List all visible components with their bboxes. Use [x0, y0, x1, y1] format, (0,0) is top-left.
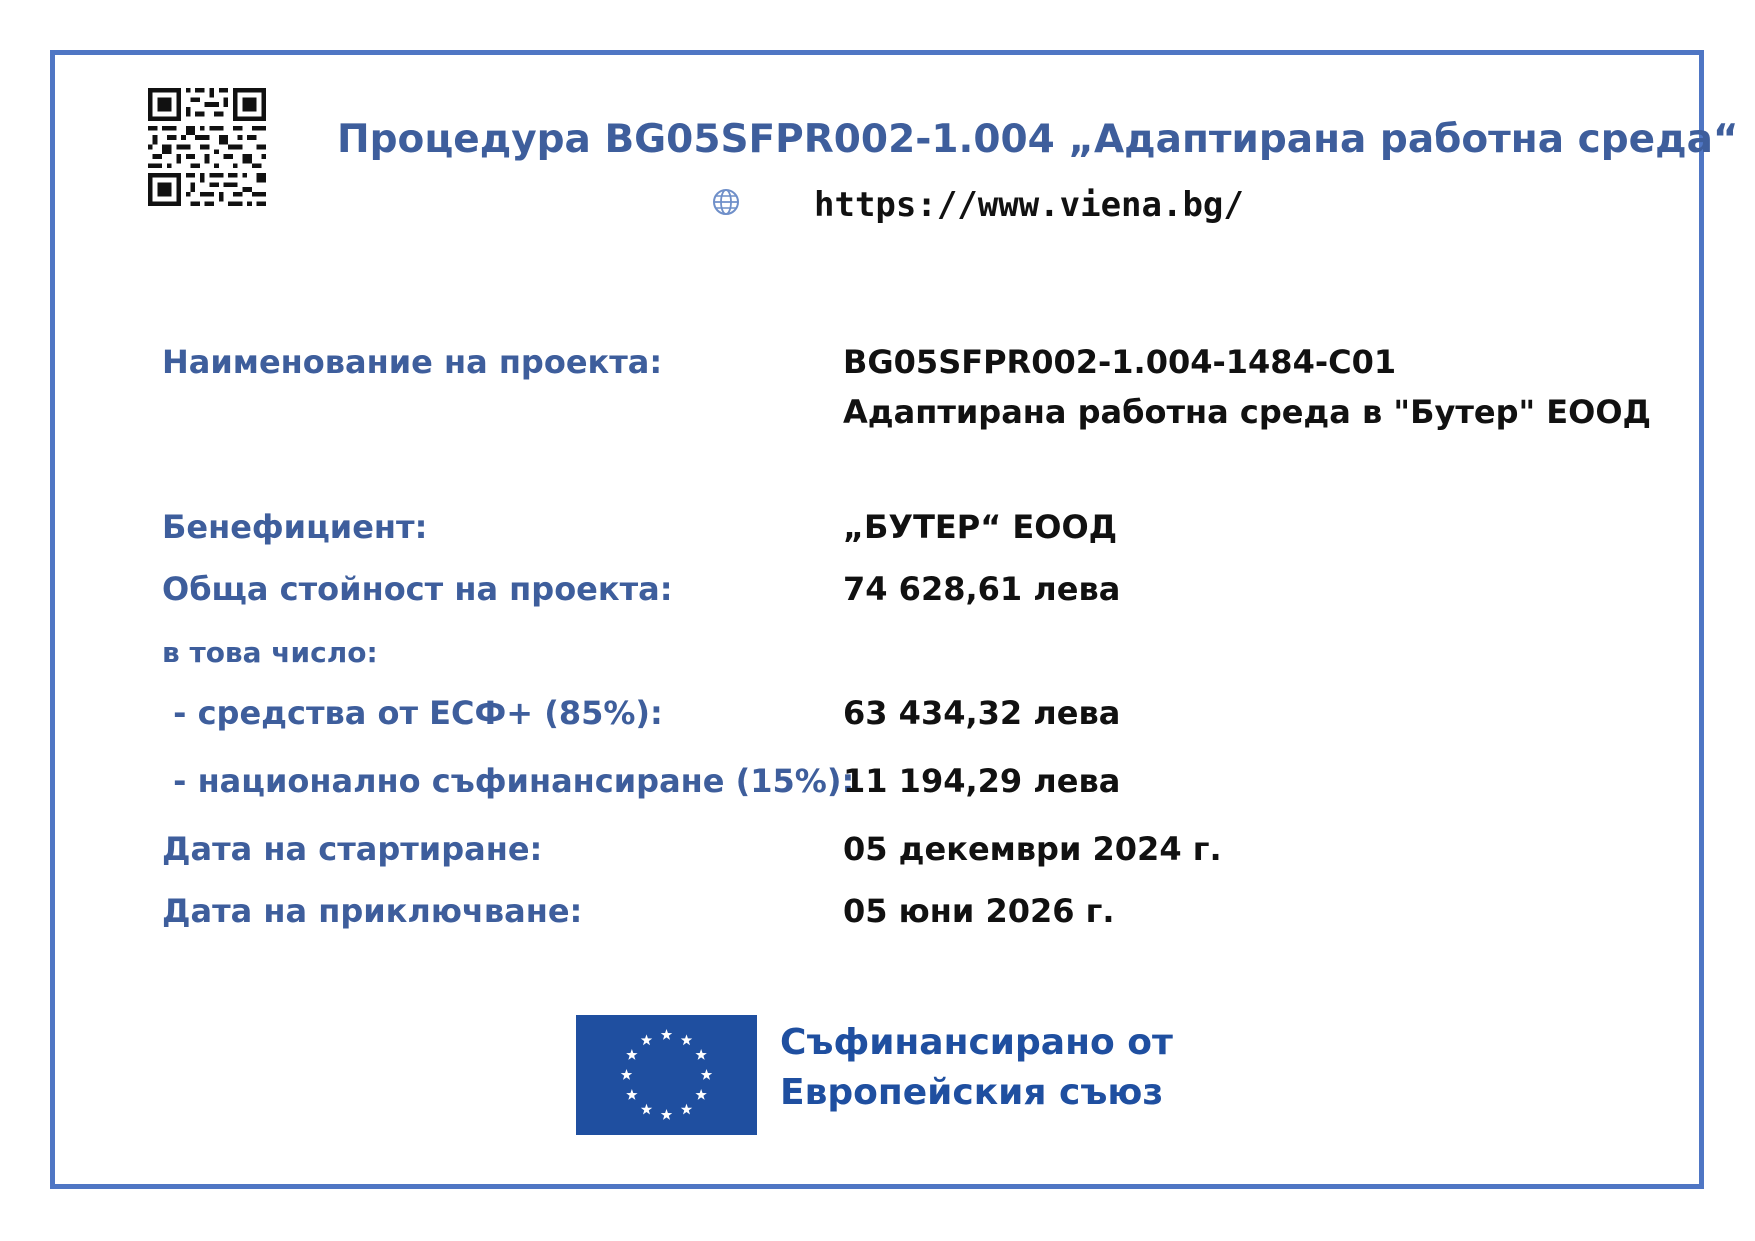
start-date-label: Дата на стартиране: — [162, 830, 543, 868]
eu-flag-icon — [576, 1015, 757, 1135]
eu-cofinanced-line1: Съфинансирано от — [780, 1022, 1173, 1063]
project-title: Адаптирана работна среда в "Бутер" ЕООД — [843, 393, 1652, 431]
end-date-label: Дата на приключване: — [162, 892, 583, 930]
total-value: 74 628,61 лева — [843, 570, 1121, 608]
national-label: - национално съфинансиране (15%): — [162, 762, 855, 800]
esf-value: 63 434,32 лева — [843, 694, 1121, 732]
project-name-label: Наименование на проекта: — [162, 343, 663, 381]
including-label: в това число: — [162, 636, 378, 669]
website-url[interactable]: https://www.viena.bg/ — [814, 185, 1244, 225]
procedure-title: Процедура BG05SFPR002-1.004 „Адаптирана работна среда“ — [337, 117, 1739, 162]
esf-label: - средства от ЕСФ+ (85%): — [162, 694, 663, 732]
total-value-label: Обща стойност на проекта: — [162, 570, 673, 608]
start-date-value: 05 декември 2024 г. — [843, 830, 1222, 868]
beneficiary-label: Бенефициент: — [162, 508, 428, 546]
project-code: BG05SFPR002-1.004-1484-C01 — [843, 343, 1397, 381]
eu-cofinanced-line2: Европейския съюз — [780, 1072, 1164, 1113]
national-value: 11 194,29 лева — [843, 762, 1121, 800]
qr-code-icon — [148, 88, 266, 206]
end-date-value: 05 юни 2026 г. — [843, 892, 1115, 930]
globe-icon — [711, 187, 741, 217]
beneficiary-value: „БУТЕР“ ЕООД — [843, 508, 1118, 546]
